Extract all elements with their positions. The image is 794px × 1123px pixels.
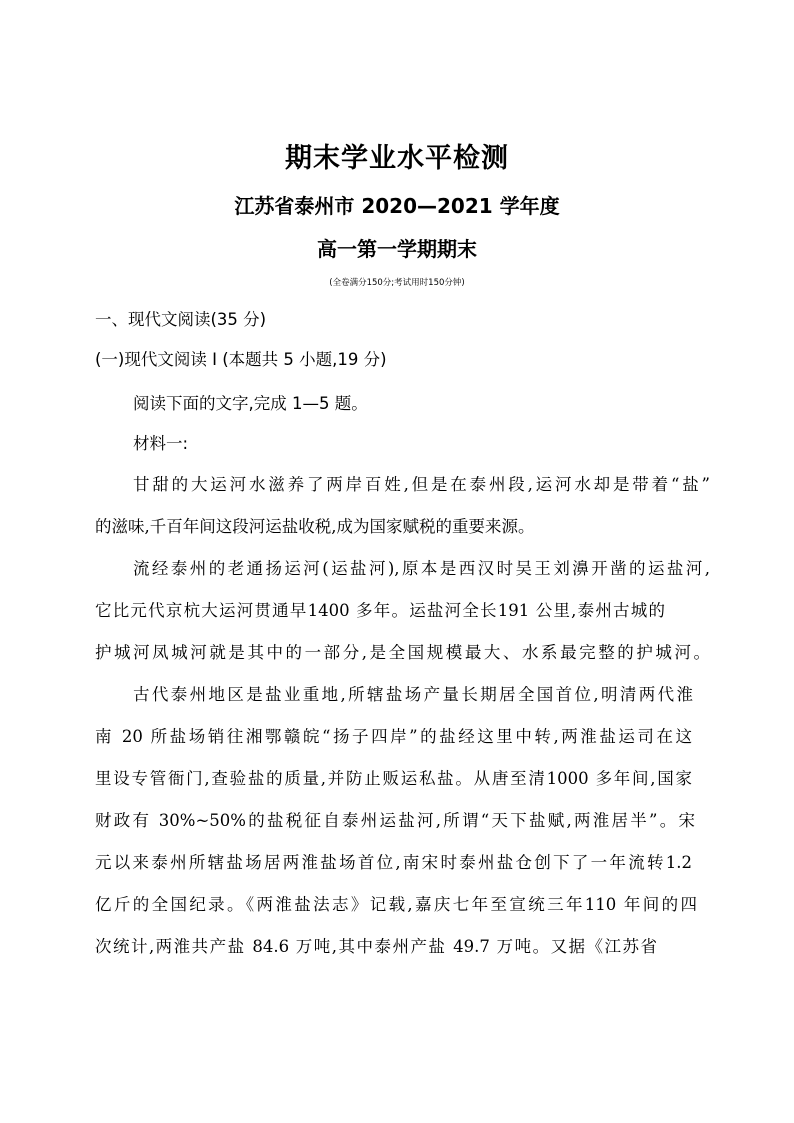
paragraph-line: 护城河凤城河就是其中的一部分,是全国规模最大、水系最完整的护城河。 bbox=[95, 643, 710, 662]
paragraph-line: 古代泰州地区是盐业重地,所辖盐场产量长期居全国首位,明清两代淮 bbox=[133, 685, 693, 704]
material-label: 材料一: bbox=[133, 434, 189, 453]
paragraph-line: 里设专管衙门,查验盐的质量,并防止贩运私盐。从唐至清1000 多年间,国家 bbox=[95, 769, 692, 788]
exam-term: 高一第一学期期末 bbox=[317, 237, 477, 261]
exam-subtitle: 江苏省泰州市 2020—2021 学年度 bbox=[234, 194, 560, 218]
section-heading: 一、现代文阅读(35 分) bbox=[95, 310, 267, 329]
page-title: 期末学业水平检测 bbox=[285, 143, 509, 174]
paragraph-line: 亿斤的全国纪录。《两淮盐法志》记载,嘉庆七年至宣统三年110 年间的四 bbox=[95, 895, 697, 914]
paragraph-line: 流经泰州的老通扬运河(运盐河),原本是西汉时吴王刘濞开凿的运盐河, bbox=[133, 559, 710, 578]
paragraph-line: 元以来泰州所辖盐场居两淮盐场首位,南宋时泰州盐仓创下了一年流转1.2 bbox=[95, 853, 692, 872]
paragraph-line: 次统计,两淮共产盐 84.6 万吨,其中泰州产盐 49.7 万吨。又据《江苏省 bbox=[95, 937, 657, 956]
paragraph-line: 甘甜的大运河水滋养了两岸百姓,但是在泰州段,运河水却是带着“盐” bbox=[133, 475, 710, 494]
exam-note: (全卷满分150分;考试用时150分钟) bbox=[329, 278, 465, 288]
paragraph-line: 财政有 30%~50%的盐税征自泰州运盐河,所谓“天下盐赋,两淮居半”。宋 bbox=[95, 811, 695, 830]
instruction-text: 阅读下面的文字,完成 1—5 题。 bbox=[133, 394, 368, 413]
subsection-heading: (一)现代文阅读 Ⅰ (本题共 5 小题,19 分) bbox=[95, 350, 387, 369]
paragraph-line: 的滋味,千百年间这段河运盐收税,成为国家赋税的重要来源。 bbox=[95, 517, 535, 536]
paragraph-line: 南 20 所盐场销往湘鄂赣皖“扬子四岸”的盐经这里中转,两淮盐运司在这 bbox=[95, 727, 692, 746]
paragraph-line: 它比元代京杭大运河贯通早1400 多年。运盐河全长191 公里,泰州古城的 bbox=[95, 601, 665, 620]
